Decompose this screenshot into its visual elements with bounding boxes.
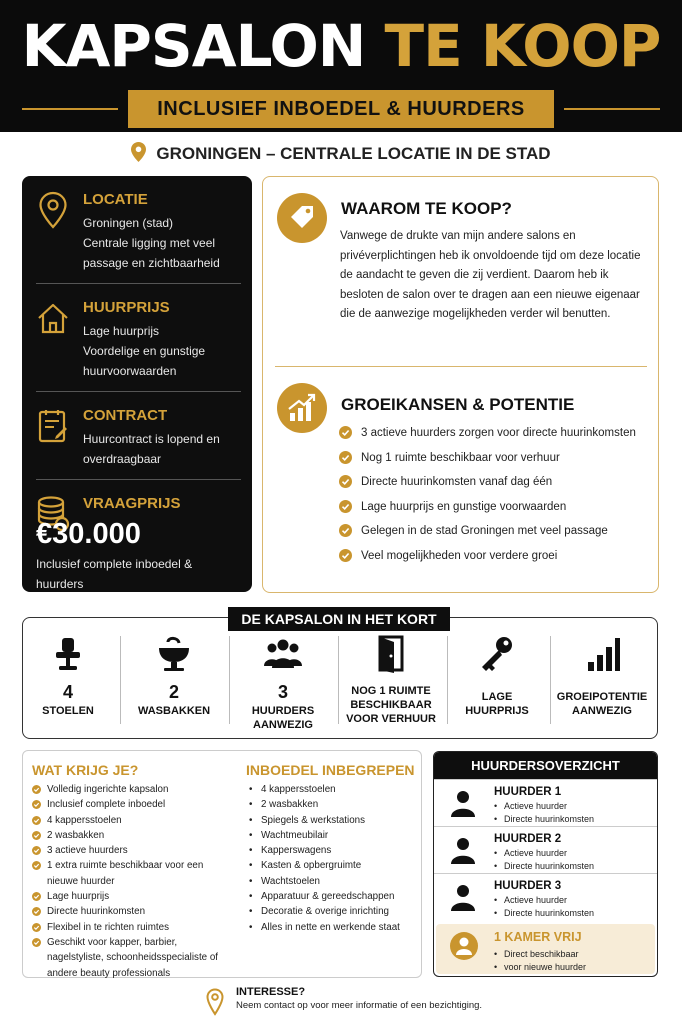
list-item-text: Veel mogelijkheden voor verdere groei [361, 549, 558, 562]
summary-cell-wasbakken [120, 632, 228, 732]
info-divider [36, 391, 241, 392]
summary-number: 4 [62, 682, 73, 702]
title-gold: TE KOOP [384, 12, 661, 80]
tenant-detail: • Directe huurinkomsten [494, 907, 594, 920]
info-locatie-line: Groningen (stad) [83, 216, 174, 230]
tenant-detail: • Actieve huurder [494, 847, 594, 860]
barber-chair-icon [48, 634, 88, 674]
info-contract-title: CONTRACT [83, 407, 168, 424]
list-item [339, 450, 649, 475]
tenant-detail: • Directe huurinkomsten [494, 813, 594, 826]
list-item-text: Geschikt voor kapper, barbier, nagelstyliste, schoonheidsspecialiste of andere beauty professionals [47, 936, 219, 979]
list-item [32, 782, 232, 797]
list-item-text: 3 actieve huurders [47, 845, 128, 857]
price-tag-icon-circle [277, 193, 327, 243]
check-circle-icon [339, 500, 352, 513]
list-item-text: Inclusief complete inboedel [47, 799, 166, 811]
growth-chart-icon [277, 383, 327, 433]
tenant-row [434, 779, 657, 826]
open-door-icon [371, 634, 411, 674]
list-item [339, 523, 649, 548]
wash-basin-icon [154, 634, 194, 674]
contact-section [202, 984, 622, 1024]
why-panel [262, 176, 659, 593]
list-item [339, 548, 649, 573]
info-divider [36, 479, 241, 480]
krijg-title: WAT KRIJG JE? [32, 762, 139, 778]
info-locatie-title: LOCATIE [83, 191, 148, 208]
check-circle-icon [32, 816, 41, 825]
list-item: • 4 kappersstoelen [246, 782, 416, 797]
summary-cell-huurprijs [443, 632, 551, 732]
hero-line-left [22, 108, 118, 110]
tenant-name: HUURDER 3 [494, 880, 562, 892]
info-panel [22, 176, 252, 592]
check-circle-icon [32, 938, 41, 947]
tenant-detail: • Actieve huurder [494, 894, 594, 907]
person-icon [450, 883, 476, 911]
contact-text: Neem contact op voor meer informatie of een bezichtiging. [236, 1000, 483, 1011]
list-item: • Alles in nette en werkende staat [246, 920, 416, 935]
list-item [32, 935, 232, 981]
check-circle-icon [32, 831, 41, 840]
tenant-detail: • Actieve huurder [494, 800, 594, 813]
list-item: • Wachtmeubilair [246, 828, 416, 843]
summary-cell-groei [548, 632, 656, 732]
tenant-name: HUURDER 1 [494, 786, 562, 798]
check-circle-icon [339, 549, 352, 562]
check-circle-icon [32, 892, 41, 901]
list-item-text: Volledig ingerichte kapsalon [47, 784, 169, 795]
check-circle-icon [339, 524, 352, 537]
summary-label: HUURDERS AANWEZIG [251, 705, 315, 731]
info-locatie-line: Centrale ligging met veel passage en zichtbaarheid [83, 236, 220, 270]
location-bar [0, 140, 682, 168]
tenants-box [433, 751, 658, 977]
info-divider [36, 283, 241, 284]
check-circle-icon [32, 785, 41, 794]
summary-label: GROEIPOTENTIE AANWEZIG [556, 691, 648, 717]
location-pin-icon [206, 988, 224, 1016]
list-item [32, 828, 232, 843]
list-item: • Decoratie & overige inrichting [246, 904, 416, 919]
info-huurprijs-title: HUURPRIJS [83, 299, 170, 316]
list-item [339, 474, 649, 499]
list-item [32, 858, 232, 889]
asking-price: €30.000 [36, 518, 141, 550]
list-item-text: Lage huurprijs en gunstige voorwaarden [361, 500, 567, 513]
list-item-text: 4 kappersstoelen [47, 814, 122, 826]
list-item [32, 843, 232, 858]
list-item-text: 3 actieve huurders zorgen voor directe huurinkomsten [361, 427, 636, 439]
check-circle-icon [32, 800, 41, 809]
why-divider [275, 366, 647, 367]
vacant-detail: • voor nieuwe huurder [494, 961, 586, 974]
check-circle-icon [32, 846, 41, 855]
inboedel-title: INBOEDEL INBEGREPEN [246, 762, 415, 778]
list-item [32, 813, 232, 828]
info-vraagprijs-title: VRAAGPRIJS [83, 495, 181, 512]
list-item-text: Gelegen in de stad Groningen met veel passage [361, 525, 608, 537]
person-icon [450, 836, 476, 864]
house-icon [36, 298, 70, 338]
list-item [32, 920, 232, 935]
vacant-detail: • Direct beschikbaar [494, 948, 586, 961]
people-group-icon [263, 634, 303, 674]
contract-document-icon [36, 406, 70, 446]
list-item: • Kapperswagens [246, 843, 416, 858]
tenant-detail: • Directe huurinkomsten [494, 860, 594, 873]
check-circle-icon [339, 426, 352, 439]
tenant-row [434, 826, 657, 873]
summary-label: NOG 1 RUIMTE BESCHIKBAAR VOOR VERHUUR [346, 685, 436, 725]
growth-title: GROEIKANSEN & POTENTIE [341, 395, 575, 414]
vacant-room [436, 924, 655, 974]
summary-label: STOELEN [42, 705, 94, 717]
check-circle-icon [339, 451, 352, 464]
summary-cell-ruimte [337, 632, 445, 732]
list-item: • Kasten & opbergruimte [246, 858, 416, 873]
check-circle-icon [32, 907, 41, 916]
list-item: • Apparatuur & gereedschappen [246, 889, 416, 904]
list-item [32, 904, 232, 919]
list-item: • Spiegels & werkstations [246, 813, 416, 828]
vacant-person-icon [450, 932, 478, 960]
person-icon [450, 789, 476, 817]
list-item-text: Directe huurinkomsten [47, 906, 146, 918]
check-circle-icon [32, 861, 41, 870]
summary-label: LAGE HUURPRIJS [465, 691, 529, 717]
why-text: Vanwege de drukte van mijn andere salons en privéverplichtingen heb ik onvoldoende tijd om deze locatie de aandacht te geven die zij verdient. Daarom heb ik besloten de salon over te dragen aan een nieuwe eigenaar die de aanwezige mogelijkheden verder wil benutten. [340, 230, 641, 320]
page-title [0, 8, 682, 84]
list-item-text: 1 extra ruimte beschikbaar voor een nieuwe huurder [47, 860, 204, 887]
list-item [32, 889, 232, 904]
summary-cell-stoelen [14, 632, 122, 732]
summary-title: DE KAPSALON IN HET KORT [228, 607, 450, 631]
check-circle-icon [339, 475, 352, 488]
tenant-row [434, 873, 657, 920]
list-item-text: Nog 1 ruimte beschikbaar voor verhuur [361, 451, 560, 464]
hero-line-right [564, 108, 660, 110]
check-circle-icon [32, 923, 41, 932]
growth-bars-icon [582, 634, 622, 674]
info-huurprijs-line: Lage huurprijs [83, 324, 160, 338]
list-item [339, 425, 649, 450]
map-pin-icon [131, 142, 146, 162]
list-item-text: Flexibel in te richten ruimtes [47, 921, 169, 933]
summary-label: WASBAKKEN [137, 705, 211, 717]
summary-cell-huurders [229, 632, 337, 732]
tenant-name: HUURDER 2 [494, 833, 562, 845]
list-item [339, 499, 649, 524]
contact-title: INTERESSE? [236, 986, 306, 998]
location-bar-text: GRONINGEN – CENTRALE LOCATIE IN DE STAD [156, 144, 551, 163]
growth-list [339, 425, 649, 572]
hero-badge: INCLUSIEF INBOEDEL & HUURDERS [128, 90, 554, 128]
info-huurprijs-line: Voordelige en gunstige huurvoorwaarden [83, 344, 206, 378]
location-pin-icon [36, 190, 70, 230]
price-tag-icon [277, 193, 327, 243]
list-item-text: Directe huurinkomsten vanaf dag één [361, 476, 553, 488]
why-title: WAAROM TE KOOP? [341, 199, 512, 218]
list-item: • 2 wasbakken [246, 797, 416, 812]
title-white: KAPSALON [21, 12, 366, 80]
hero-banner [0, 0, 682, 132]
list-item: • Wachtstoelen [246, 874, 416, 889]
krijg-list [32, 782, 232, 981]
inboedel-list [246, 782, 416, 935]
key-icon [477, 634, 517, 674]
summary-number: 2 [168, 682, 179, 702]
info-contract-line: Huurcontract is lopend en overdraagbaar [83, 432, 220, 466]
list-item-text: 2 wasbakken [47, 829, 105, 841]
info-vraagprijs-line: Inclusief complete inboedel & huurders [36, 557, 193, 591]
growth-chart-icon-circle [277, 383, 327, 433]
list-item [32, 797, 232, 812]
tenants-title: HUURDERSOVERZICHT [434, 752, 657, 779]
summary-number: 3 [277, 682, 288, 702]
vacant-title: 1 KAMER VRIJ [494, 930, 582, 944]
list-item-text: Lage huurprijs [47, 891, 110, 903]
